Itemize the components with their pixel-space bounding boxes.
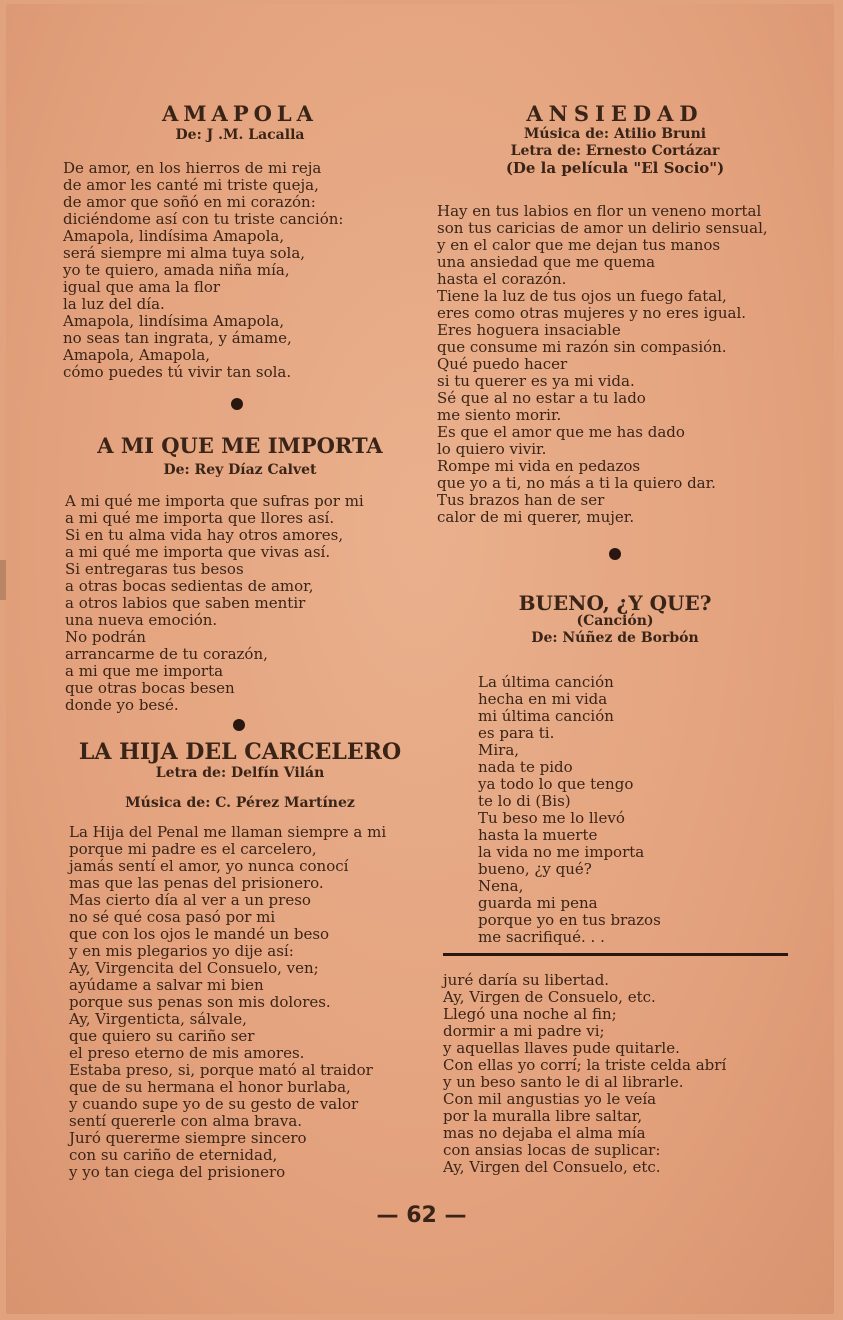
lyric-line: hasta la muerte (478, 826, 598, 844)
lyric-line: bueno, ¿y qué? (478, 860, 592, 878)
song-credit-music-by: Música de: C. Pérez Martínez (125, 795, 355, 811)
song-title-a-mi-que-me-importa: A MI QUE ME IMPORTA (97, 433, 383, 458)
lyric-line: ya todo lo que tengo (478, 775, 634, 793)
song-credit-type: (Canción) (576, 613, 654, 629)
lyric-line: Nena, (478, 877, 524, 895)
lyric-line: que consume mi razón sin compasión. (437, 338, 727, 356)
song-lyrics-la-hija-del-carcelero (69, 824, 429, 1181)
lyric-line: eres como otras mujeres y no eres igual. (437, 304, 747, 322)
lyric-line: no sé qué cosa pasó por mi (69, 908, 276, 926)
torn-edge (0, 560, 6, 600)
lyric-line: mas no dejaba el alma mía (443, 1124, 646, 1142)
lyric-line: nada te pido (478, 758, 573, 776)
lyric-line: Con mil angustias yo le veía (443, 1090, 657, 1108)
lyric-line: son tus caricias de amor un delirio sensual, (437, 219, 768, 237)
lyric-line: porque yo en tus brazos (478, 911, 661, 929)
lyric-line: que de su hermana el honor burlaba, (69, 1078, 351, 1096)
lyric-line: hasta el corazón. (437, 270, 567, 288)
lyric-line: sentí quererle con alma brava. (69, 1112, 303, 1130)
lyric-line: juré daría su libertad. (443, 971, 610, 989)
song-credit-author: De: Núñez de Borbón (531, 630, 699, 646)
song-title-bueno-y-que: BUENO, ¿Y QUE? (518, 591, 712, 615)
song-title-la-hija-del-carcelero: LA HIJA DEL CARCELERO (78, 739, 402, 765)
lyric-line: será siempre mi alma tuya sola, (63, 244, 306, 262)
lyric-line: porque mi padre es el carcelero, (69, 840, 317, 858)
song-lyrics-a-mi-que-me-importa (65, 493, 410, 714)
lyric-line: La Hija del Penal me llaman siempre a mi (69, 823, 387, 841)
song-credit-a-mi-que-me-importa: De: Rey Díaz Calvet (163, 462, 317, 478)
lyric-line: Hay en tus labios en flor un veneno mortal (437, 202, 762, 220)
song-credit-amapola: De: J .M. Lacalla (175, 127, 305, 143)
lyric-line: Amapola, Amapola, (63, 346, 211, 364)
lyric-line: no seas tan ingrata, y ámame, (63, 329, 292, 347)
lyric-line: Ay, Virgencita del Consuelo, ven; (69, 959, 319, 977)
lyric-line: la vida no me importa (478, 843, 645, 861)
lyric-line: que quiero su cariño ser (69, 1027, 255, 1045)
lyric-line: yo te quiero, amada niña mía, (63, 261, 290, 279)
lyric-line: y en el calor que me dejan tus manos (437, 236, 721, 254)
lyric-line: de amor que soñó en mi corazón: (63, 193, 316, 211)
lyric-line: De amor, en los hierros de mi reja (63, 159, 322, 177)
lyric-line: calor de mi querer, mujer. (437, 508, 635, 526)
lyric-line: a mi qué me importa que vivas así. (65, 543, 331, 561)
lyric-line: a mi que me importa (65, 662, 224, 680)
lyric-line: me siento morir. (437, 406, 562, 424)
lyric-line: una ansiedad que me quema (437, 253, 656, 271)
lyric-line: La última canción (478, 673, 614, 691)
section-bullet (231, 398, 243, 410)
lyric-line: Qué puedo hacer (437, 355, 568, 373)
lyric-line: No podrán (65, 628, 146, 646)
lyric-line: te lo di (Bis) (478, 792, 571, 810)
lyric-line: que con los ojos le mandé un beso (69, 925, 330, 943)
lyric-line: Amapola, lindísima Amapola, (63, 312, 285, 330)
lyric-line: Juró quererme siempre sincero (69, 1129, 307, 1147)
lyric-line: porque sus penas son mis dolores. (69, 993, 331, 1011)
lyric-line: Ay, Virgen del Consuelo, etc. (443, 1158, 661, 1176)
lyric-line: ayúdame a salvar mi bien (69, 976, 264, 994)
song-title-amapola: AMAPOLA (162, 101, 318, 126)
lyric-line: a mi qué me importa que llores así. (65, 509, 335, 527)
lyric-line: Si en tu alma vida hay otros amores, (65, 526, 344, 544)
lyric-line: si tu querer es ya mi vida. (437, 372, 635, 390)
lyric-line: Eres hoguera insaciable (437, 321, 621, 339)
song-lyrics-amapola (63, 160, 403, 381)
song-credit-music-by: Música de: Atilio Bruni (523, 126, 707, 142)
lyric-line: diciéndome así con tu triste canción: (63, 210, 344, 228)
song-lyrics-bueno-y-que (478, 674, 778, 946)
lyric-line: cómo puedes tú vivir tan sola. (63, 363, 292, 381)
lyric-line: lo quiero vivir. (437, 440, 547, 458)
lyric-line: jamás sentí el amor, yo nunca conocí (69, 857, 349, 875)
lyric-line: y un beso santo le di al librarle. (443, 1073, 684, 1091)
lyric-line: Tus brazos han de ser (437, 491, 605, 509)
lyric-line: guarda mi pena (478, 894, 598, 912)
lyric-line: Si entregaras tus besos (65, 560, 244, 578)
lyric-line: es para ti. (478, 724, 555, 742)
lyric-line: Sé que al no estar a tu lado (437, 389, 646, 407)
lyric-line: Es que el amor que me has dado (437, 423, 685, 441)
lyric-line: A mi qué me importa que sufras por mi (65, 492, 364, 510)
lyric-line: a otros labios que saben mentir (65, 594, 306, 612)
lyric-line: arrancarme de tu corazón, (65, 645, 268, 663)
lyric-line: que yo a ti, no más a ti la quiero dar. (437, 474, 716, 492)
lyric-line: donde yo besé. (65, 696, 179, 714)
lyric-line: Llegó una noche al fin; (443, 1005, 617, 1023)
section-bullet (609, 548, 621, 560)
lyric-line: igual que ama la flor (63, 278, 221, 296)
lyric-line: Estaba preso, si, porque mató al traidor (69, 1061, 373, 1079)
song-title-ansiedad: ANSIEDAD (526, 101, 704, 126)
lyric-line: Mira, (478, 741, 520, 759)
song-lyrics-ansiedad (437, 203, 807, 526)
lyric-line: hecha en mi vida (478, 690, 608, 708)
lyric-line: Ay, Virgen de Consuelo, etc. (443, 988, 656, 1006)
lyric-line: con su cariño de eternidad, (69, 1146, 278, 1164)
lyric-line: Tiene la luz de tus ojos un fuego fatal, (437, 287, 727, 305)
lyric-line: y yo tan ciega del prisionero (69, 1163, 286, 1181)
lyric-line: a otras bocas sedientas de amor, (65, 577, 314, 595)
lyric-line: Tu beso me lo llevó (478, 809, 625, 827)
lyric-line: Mas cierto día al ver a un preso (69, 891, 311, 909)
lyric-line: la luz del día. (63, 295, 165, 313)
lyric-line: mas que las penas del prisionero. (69, 874, 324, 892)
page-number: — 62 — (376, 1203, 467, 1228)
lyric-line: de amor les canté mi triste queja, (63, 176, 319, 194)
lyric-line: por la muralla libre saltar, (443, 1107, 643, 1125)
lyric-line: mi última canción (478, 707, 614, 725)
lyric-line: y aquellas llaves pude quitarle. (443, 1039, 680, 1057)
lyric-line: Amapola, lindísima Amapola, (63, 227, 285, 245)
lyric-line: y cuando supe yo de su gesto de valor (69, 1095, 359, 1113)
lyric-line: y en mis plegarios yo dije así: (69, 942, 294, 960)
lyric-line: el preso eterno de mis amores. (69, 1044, 305, 1062)
lyric-line: una nueva emoción. (65, 611, 218, 629)
section-bullet (233, 719, 245, 731)
song-lyrics-continuation (443, 972, 803, 1176)
lyric-line: Ay, Virgenticta, sálvale, (69, 1010, 247, 1028)
lyric-line: me sacrifiqué. . . (478, 928, 605, 946)
song-credit-lyrics-by: Letra de: Delfín Vilán (155, 765, 325, 781)
divider-rule (443, 953, 788, 956)
lyric-line: Rompe mi vida en pedazos (437, 457, 641, 475)
lyric-line: que otras bocas besen (65, 679, 235, 697)
song-credit-lyrics-by: Letra de: Ernesto Cortázar (510, 143, 720, 159)
lyric-line: con ansias locas de suplicar: (443, 1141, 661, 1159)
lyric-line: dormir a mi padre vi; (443, 1022, 605, 1040)
lyric-line: Con ellas yo corrí; la triste celda abrí (443, 1056, 727, 1074)
song-credit-film: (De la película "El Socio") (505, 159, 725, 177)
